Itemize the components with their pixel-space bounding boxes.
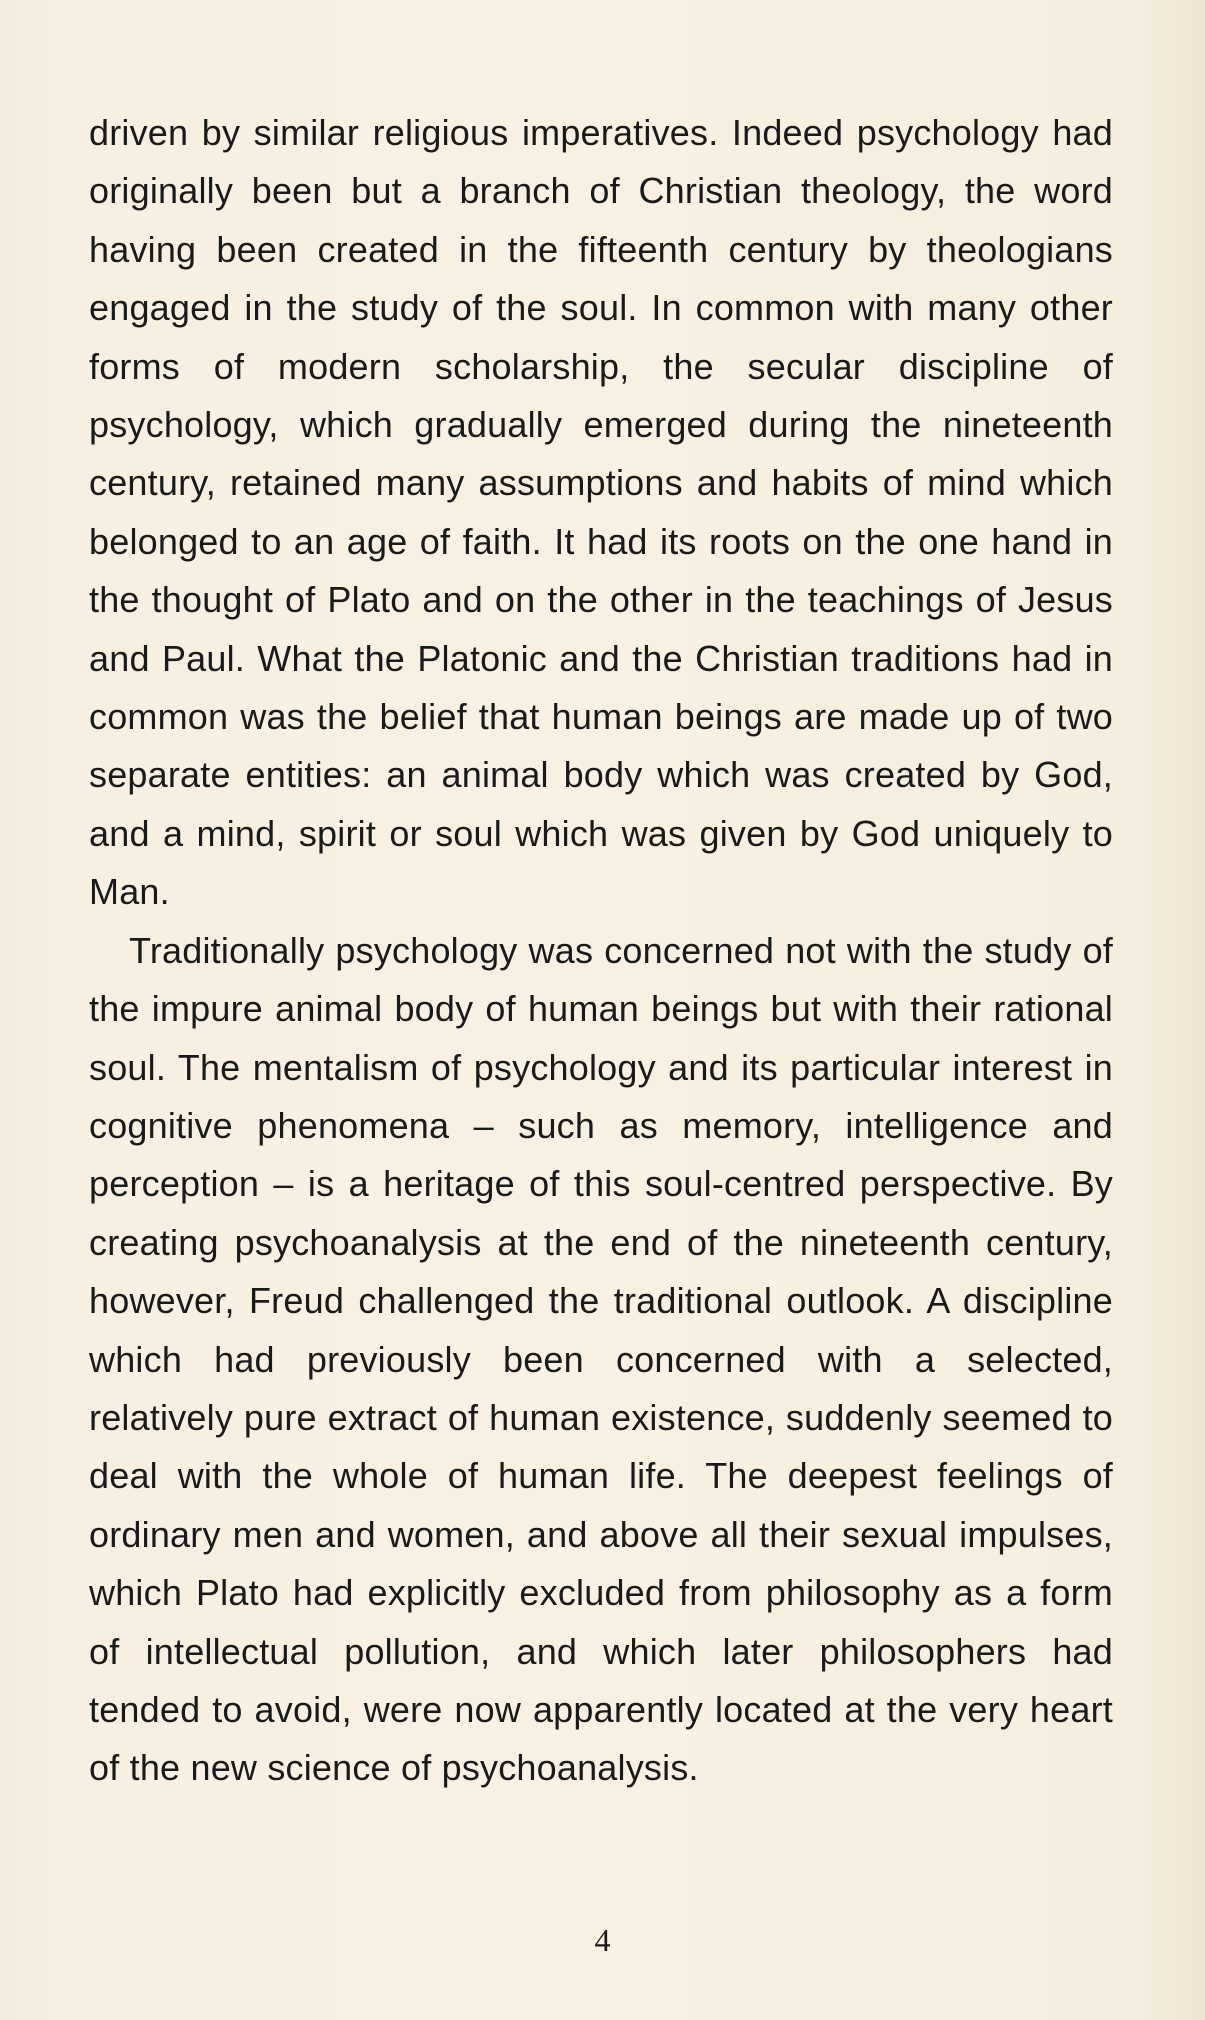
paragraph-continued: driven by similar religious imperatives. Indeed psychology had originally been but a branch of Christian theology, the word having been created in the fifteenth century by theologians engaged in the study of the soul. In common with many other forms of modern scholarship, the secular discipline of psychology, which gradually emerged during the nineteenth century, retained many assumptions and habits of mind which belonged to an age of faith. It had its roots on the one hand in the thought of Plato and on the other in the teachings of Jesus and Paul. What the Platonic and the Christian traditions had in common was the belief that human beings are made up of two separate entities: an animal body which was created by God, and a mind, spirit or soul which was given by God uniquely to Man.	[89, 112, 1113, 913]
page-number: 4	[594, 1922, 611, 1958]
paragraph-traditionally: Traditionally psychology was concerned not with the study of the impure animal body of human beings but with their rational soul. The mentalism of psychology and its particular interest in cognitive phenomena – such as memory, intelligence and perception – is a heritage of this soul-centred perspective. By creating psychoanalysis at the end of the nineteenth century, however, Freud challenged the traditional outlook. A discipline which had previously been concerned with a selected, relatively pure extract of human existence, suddenly seemed to deal with the whole of human life. The deepest feelings of ordinary men and women, and above all their sexual impulses, which Plato had explicitly excluded from philosophy as a form of intellectual pollution, and which later philosophers had tended to avoid, were now apparently located at the very heart of the new science of psychoanalysis.	[89, 929, 1113, 1789]
body-text	[89, 104, 1113, 1798]
